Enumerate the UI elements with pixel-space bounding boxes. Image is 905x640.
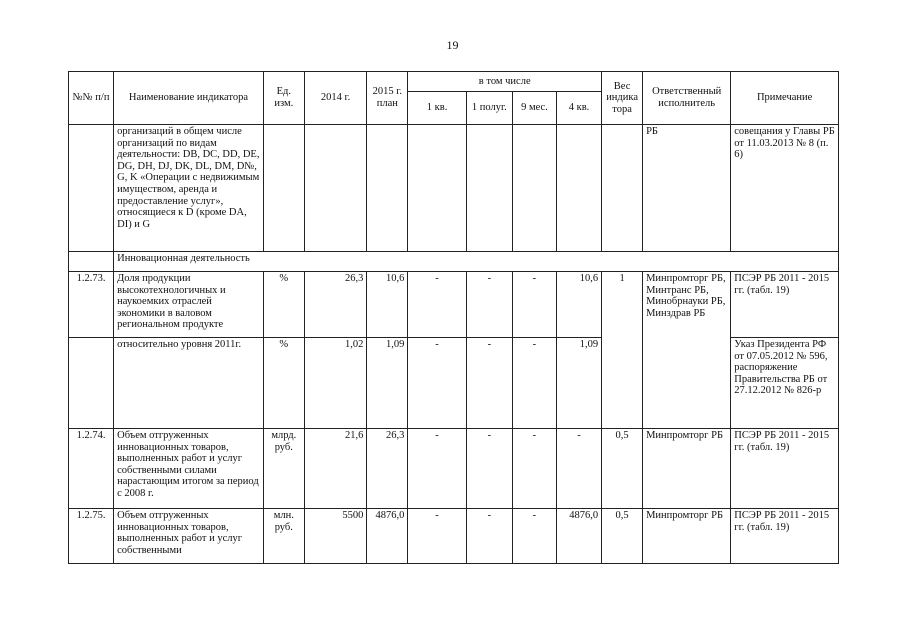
cell-note: ПСЭР РБ 2011 - 2015 гг. (табл. 19) — [731, 272, 839, 338]
cell-weight: 0,5 — [602, 429, 643, 509]
section-row — [69, 252, 839, 272]
table-row-continuation — [69, 125, 839, 252]
cell-q4: 1,09 — [556, 338, 601, 429]
cell-q4: - — [556, 429, 601, 509]
cell-2015: 10,6 — [367, 272, 408, 338]
cell-name: Доля продукции высокотехнологичных и наукоемких отраслей экономики в валовом региональном продукте — [114, 272, 264, 338]
cell-weight: 0,5 — [602, 509, 643, 564]
col-header-2014: 2014 г. — [304, 72, 367, 125]
cell-h1: - — [466, 509, 512, 564]
cell-unit: млн. руб. — [263, 509, 304, 564]
cell-h1 — [466, 125, 512, 252]
cell-q1: - — [408, 338, 466, 429]
cell-num: 1.2.73. — [69, 272, 114, 338]
col-header-2015: 2015 г. план — [367, 72, 408, 125]
cell-2015 — [367, 125, 408, 252]
cell-note: Указ Президента РФ от 07.05.2012 № 596, распоряжение Правительства РБ от 27.12.2012 № 826-р — [731, 338, 839, 429]
cell-note: совещания у Главы РБ от 11.03.2013 № 8 (п. 6) — [731, 125, 839, 252]
cell-responsible: РБ — [643, 125, 731, 252]
cell-num — [69, 338, 114, 429]
indicators-table — [68, 71, 839, 564]
col-header-note: Примечание — [731, 72, 839, 125]
col-header-9m: 9 мес. — [512, 92, 556, 125]
cell-q1 — [408, 125, 466, 252]
header-row-1 — [69, 72, 839, 92]
cell-2014: 5500 — [304, 509, 367, 564]
cell-2015: 26,3 — [367, 429, 408, 509]
cell-note: ПСЭР РБ 2011 - 2015 гг. (табл. 19) — [731, 509, 839, 564]
col-header-q4: 4 кв. — [556, 92, 601, 125]
cell-9m: - — [512, 272, 556, 338]
cell-name: Объем отгруженных инновационных товаров, выполненных работ и услуг собственными силами нарастающим итогом за период с 2008 г. — [114, 429, 264, 509]
cell-h1: - — [466, 429, 512, 509]
col-header-h1: 1 полуг. — [466, 92, 512, 125]
cell-q1: - — [408, 429, 466, 509]
cell-9m: - — [512, 429, 556, 509]
col-header-q1: 1 кв. — [408, 92, 466, 125]
cell-name: относительно уровня 2011г. — [114, 338, 264, 429]
cell-unit: млрд. руб. — [263, 429, 304, 509]
cell-responsible: Минпромторг РБ — [643, 429, 731, 509]
col-header-responsible: Ответственный исполнитель — [643, 72, 731, 125]
col-header-num: №№ п/п — [69, 72, 114, 125]
cell-unit: % — [263, 272, 304, 338]
table-row-1-2-75 — [69, 509, 839, 564]
cell-num — [69, 252, 114, 272]
col-header-including: в том числе — [408, 72, 602, 92]
cell-weight — [602, 125, 643, 252]
cell-2014: 1,02 — [304, 338, 367, 429]
cell-responsible: Минпромторг РБ — [643, 509, 731, 564]
cell-num: 1.2.75. — [69, 509, 114, 564]
cell-2014: 26,3 — [304, 272, 367, 338]
cell-2014: 21,6 — [304, 429, 367, 509]
cell-num — [69, 125, 114, 252]
cell-9m: - — [512, 338, 556, 429]
cell-9m: - — [512, 509, 556, 564]
cell-2015: 4876,0 — [367, 509, 408, 564]
cell-h1: - — [466, 272, 512, 338]
cell-2015: 1,09 — [367, 338, 408, 429]
cell-q1: - — [408, 509, 466, 564]
cell-responsible: Минпромторг РБ, Минтранс РБ, Минобрнауки РБ, Минздрав РБ — [643, 272, 731, 429]
page-number: 19 — [446, 38, 459, 52]
table-row-1-2-73 — [69, 272, 839, 338]
cell-q4: 10,6 — [556, 272, 601, 338]
col-header-name: Наименование индикатора — [114, 72, 264, 125]
cell-unit: % — [263, 338, 304, 429]
cell-q4 — [556, 125, 601, 252]
cell-weight: 1 — [602, 272, 643, 429]
cell-q4: 4876,0 — [556, 509, 601, 564]
cell-num: 1.2.74. — [69, 429, 114, 509]
cell-unit — [263, 125, 304, 252]
cell-name: Объем отгруженных инновационных товаров, выполненных работ и услуг собственными — [114, 509, 264, 564]
col-header-unit: Ед. изм. — [263, 72, 304, 125]
cell-2014 — [304, 125, 367, 252]
col-header-weight: Вес индика тора — [602, 72, 643, 125]
cell-h1: - — [466, 338, 512, 429]
cell-q1: - — [408, 272, 466, 338]
cell-9m — [512, 125, 556, 252]
cell-note: ПСЭР РБ 2011 - 2015 гг. (табл. 19) — [731, 429, 839, 509]
section-title: Инновационная деятельность — [114, 252, 839, 272]
table-row-1-2-74 — [69, 429, 839, 509]
cell-name: организаций в общем числе организаций по видам деятельности: DB, DC, DD, DE, DG, DH, DJ, DK, DL, DM, D№, G, K «Операции с недвижимым имуществом, аренда и предоставление услуг», относящиеся к D (кроме DA, DI) и G — [114, 125, 264, 252]
